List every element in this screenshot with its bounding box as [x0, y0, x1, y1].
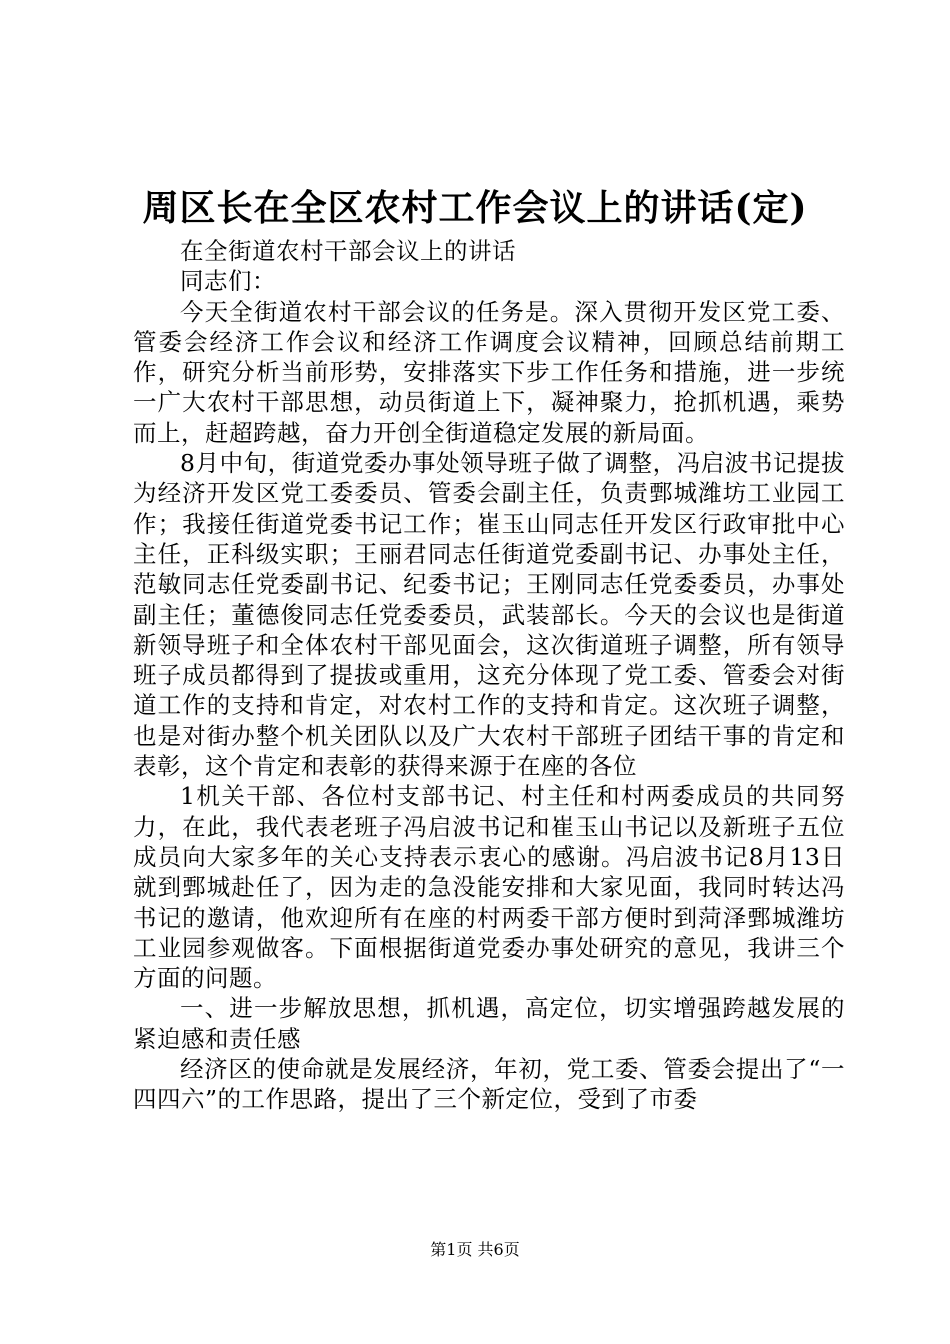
salutation: 同志们：	[180, 267, 276, 296]
speech-subtitle: 在全街道农村干部会议上的讲话	[180, 237, 516, 265]
document-body	[133, 236, 845, 1115]
page-footer: 第1页 共6页	[430, 1240, 520, 1259]
body-paragraph: 今天全街道农村干部会议的任务是。深入贯彻开发区党工委、管委会经济工作会议和经济工作调度会议精神，回顾总结前期工作，研究分析当前形势，安排落实下步工作任务和措施，进一步统一广大农村干部思想，动员街道上下，凝神聚力，抢抓机遇，乘势而上，赶超跨越，奋力开创全街道稳定发展的新局面。	[133, 297, 845, 447]
body-paragraph: 8月中旬，街道党委办事处领导班子做了调整，冯启波书记提拔为经济开发区党工委委员、管委会副主任，负责鄄城潍坊工业园工作；我接任街道党委书记工作；崔玉山同志任开发区行政审批中心主任，正科级实职；王丽君同志任街道党委副书记、办事处主任，范敏同志任党委副书记、纪委书记；王刚同志任党委委员，办事处副主任；董德俊同志任党委委员，武装部长。今天的会议也是街道新领导班子和全体农村干部见面会，这次街道班子调整，所有领导班子成员都得到了提拔或重用，这充分体现了党工委、管委会对街道工作的支持和肯定，对农村工作的支持和肯定。这次班子调整，也是对街办整个机关团队以及广大农村干部班子团结干事的肯定和表彰，这个肯定和表彰的获得来源于在座的各位	[133, 449, 845, 781]
body-paragraph: 经济区的使命就是发展经济，年初，党工委、管委会提出了“一四四六”的工作思路，提出了三个新定位，受到了市委	[133, 1055, 845, 1114]
body-paragraph: 1机关干部、各位村支部书记、村主任和村两委成员的共同努力，在此，我代表老班子冯启波书记和崔玉山书记以及新班子五位成员向大家多年的关心支持表示衷心的感谢。冯启波书记8月13日就到鄄城赴任了，因为走的急没能安排和大家见面，我同时转达冯书记的邀请，他欢迎所有在座的村两委干部方便时到菏泽鄄城潍坊工业园参观做客。下面根据街道党委办事处研究的意见，我讲三个方面的问题。	[133, 782, 845, 993]
section-heading: 一、进一步解放思想，抓机遇，高定位，切实增强跨越发展的紧迫感和责任感	[133, 994, 845, 1053]
document-title: 周区长在全区农村工作会议上的讲话(定)	[142, 187, 808, 229]
